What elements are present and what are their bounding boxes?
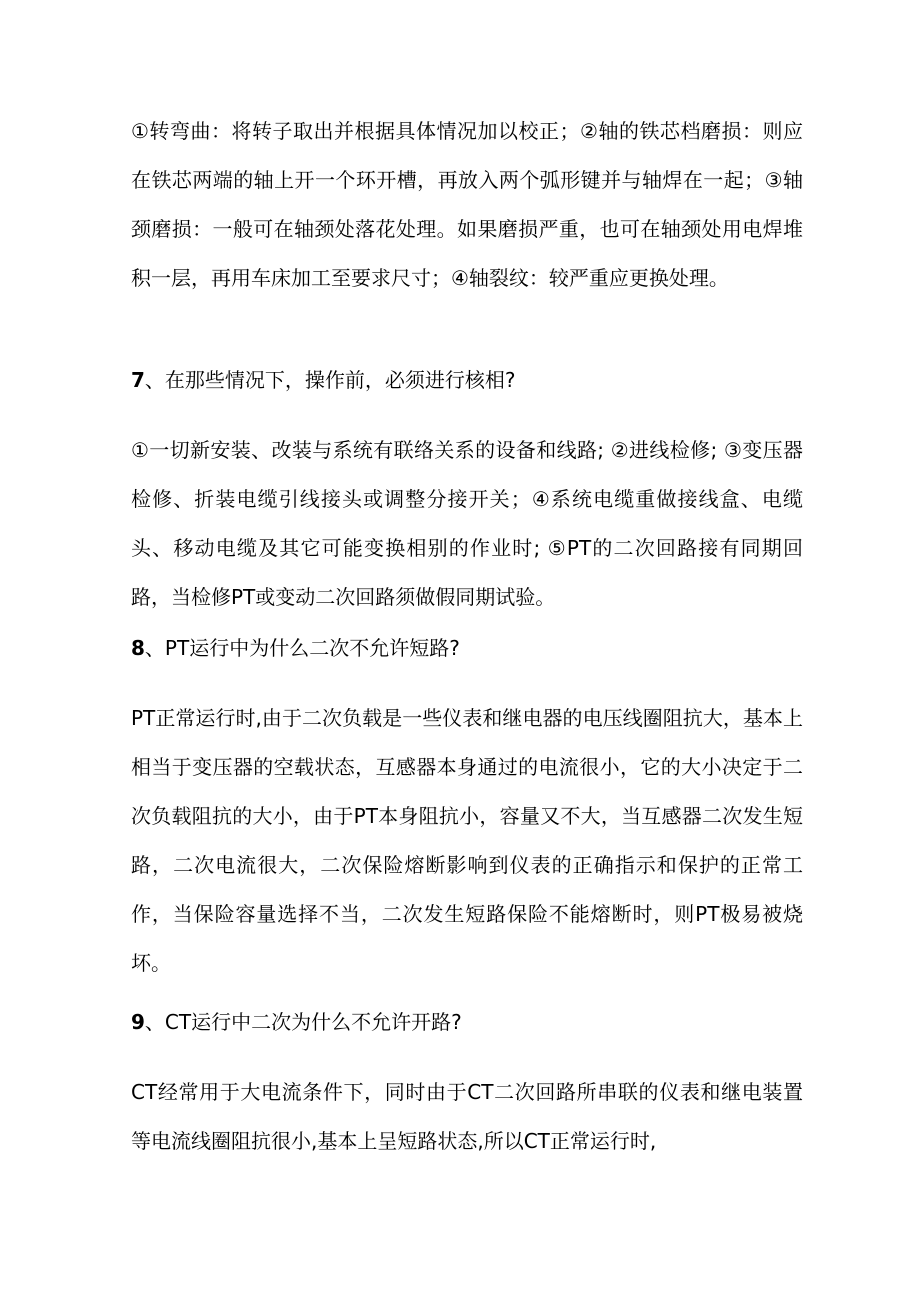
question-number-7: 7 xyxy=(131,368,145,392)
question-text-9: 、CT运行中二次为什么不允许开路? xyxy=(144,1010,462,1034)
question-number-8: 8 xyxy=(131,636,145,660)
answer-paragraph-8: PT正常运行时,由于二次负载是一些仪表和继电器的电压线圈阻抗大，基本上相当于变压器的空载状态，互感器本身通过的电流很小，它的大小决定于二次负载阻抗的大小，由于PT本身阻抗小，容量又不大，当互感器二次发生短路，二次电流很大，二次保险熔断影响到仪表的正确指示和保护的正常工作，当保险容量选择不当，二次发生短路保险不能熔断时，则PT极易被烧坏。 xyxy=(131,706,803,975)
question-number-9: 9 xyxy=(131,1010,145,1034)
question-heading-9 xyxy=(131,1007,803,1037)
answer-paragraph-7: ①一切新安装、改装与系统有联络关系的设备和线路; ②进线检修; ③变压器检修、折装电缆引线接头或调整分接开关；④系统电缆重做接线盒、电缆头、移动电缆及其它可能变换相别的作业时; ⑤PT的二次回路接有同期回路，当检修PT或变动二次回路须做假同期试验。 xyxy=(131,438,803,609)
question-text-8: 、PT运行中为什么二次不允许短路? xyxy=(144,636,460,660)
question-text-7: 、在那些情况下，操作前，必须进行核相? xyxy=(144,368,516,392)
answer-paragraph-9: CT经常用于大电流条件下，同时由于CT二次回路所串联的仪表和继电装置等电流线圈阻抗很小,基本上呈短路状态,所以CT正常运行时, xyxy=(131,1080,803,1153)
question-heading-7 xyxy=(131,365,803,395)
answer-paragraph-6: ①转弯曲：将转子取出并根据具体情况加以校正；②轴的铁芯档磨损：则应在铁芯两端的轴上开一个环开槽，再放入两个弧形键并与轴焊在一起；③轴颈磨损：一般可在轴颈处落花处理。如果磨损严重，也可在轴颈处用电焊堆积一层，再用车床加工至要求尺寸；④轴裂纹：较严重应更换处理。 xyxy=(131,119,803,290)
question-heading-8 xyxy=(131,633,803,663)
